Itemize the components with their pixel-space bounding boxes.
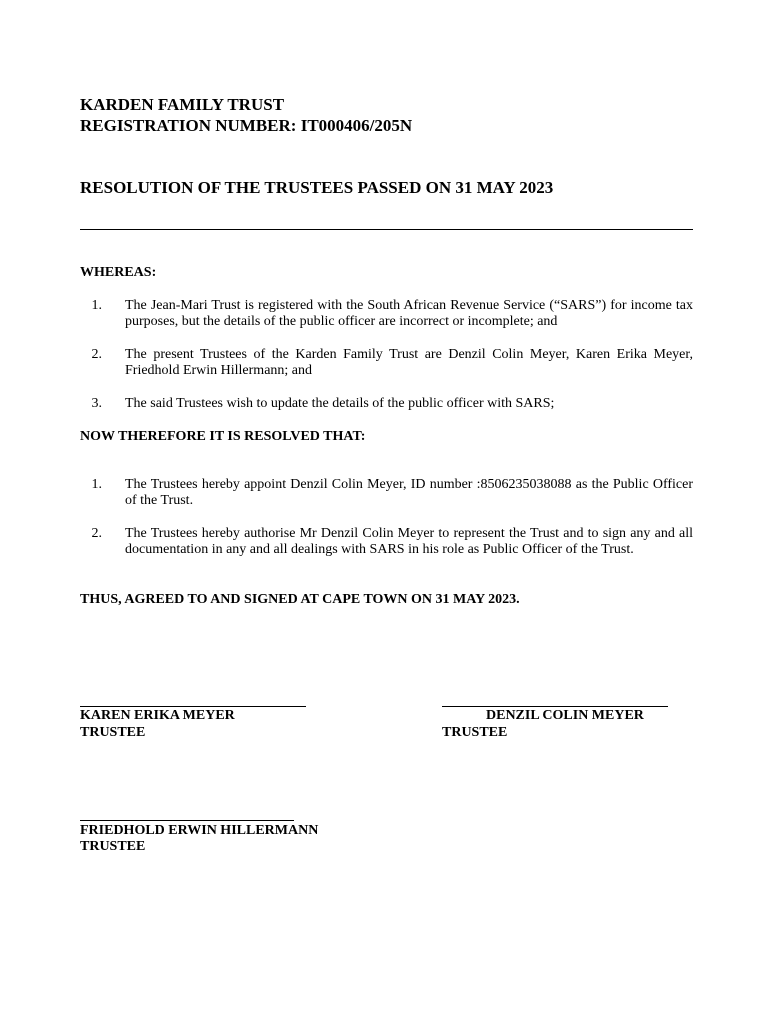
list-number: 3. — [91, 396, 102, 411]
signatory-role: TRUSTEE — [80, 725, 146, 740]
list-text: The Jean-Mari Trust is registered with the South African Revenue Service (“SARS”) for income tax purposes, but the details of the public officer are incorrect or incomplete; and — [125, 298, 693, 329]
signatory-role: TRUSTEE — [442, 725, 508, 740]
signatory-name: DENZIL COLIN MEYER — [486, 708, 644, 723]
signature-line — [80, 820, 294, 821]
signature-line — [442, 706, 668, 707]
resolved-heading: NOW THEREFORE IT IS RESOLVED THAT: — [80, 429, 366, 444]
resolution-title: RESOLUTION OF THE TRUSTEES PASSED ON 31 MAY 2023 — [80, 178, 554, 197]
list-text: The Trustees hereby authorise Mr Denzil Colin Meyer to represent the Trust and to sign any and all documentation in any and all dealings with SARS in his role as Public Officer of the Trust. — [125, 526, 693, 557]
whereas-item-3 — [80, 396, 693, 412]
resolved-item-1 — [80, 477, 693, 509]
title-divider — [80, 229, 693, 230]
resolved-item-2 — [80, 526, 693, 558]
list-text: The present Trustees of the Karden Family Trust are Denzil Colin Meyer, Karen Erika Meyer, Friedhold Erwin Hillermann; and — [125, 347, 693, 378]
whereas-item-1 — [80, 298, 693, 330]
closing-statement: THUS, AGREED TO AND SIGNED AT CAPE TOWN ON 31 MAY 2023. — [80, 592, 520, 607]
signatory-name: FRIEDHOLD ERWIN HILLERMANN — [80, 823, 319, 838]
list-text: The Trustees hereby appoint Denzil Colin Meyer, ID number :8506235038088 as the Public Officer of the Trust. — [125, 477, 693, 508]
trust-name: KARDEN FAMILY TRUST — [80, 95, 285, 114]
list-number: 2. — [91, 347, 102, 362]
list-number: 1. — [91, 477, 102, 492]
list-number: 1. — [91, 298, 102, 313]
registration-number: REGISTRATION NUMBER: IT000406/205N — [80, 116, 413, 135]
whereas-item-2 — [80, 347, 693, 379]
list-text: The said Trustees wish to update the details of the public officer with SARS; — [125, 396, 555, 411]
whereas-heading: WHEREAS: — [80, 265, 157, 280]
signature-line — [80, 706, 306, 707]
signatory-role: TRUSTEE — [80, 839, 146, 854]
signatory-name: KAREN ERIKA MEYER — [80, 708, 235, 723]
list-number: 2. — [91, 526, 102, 541]
